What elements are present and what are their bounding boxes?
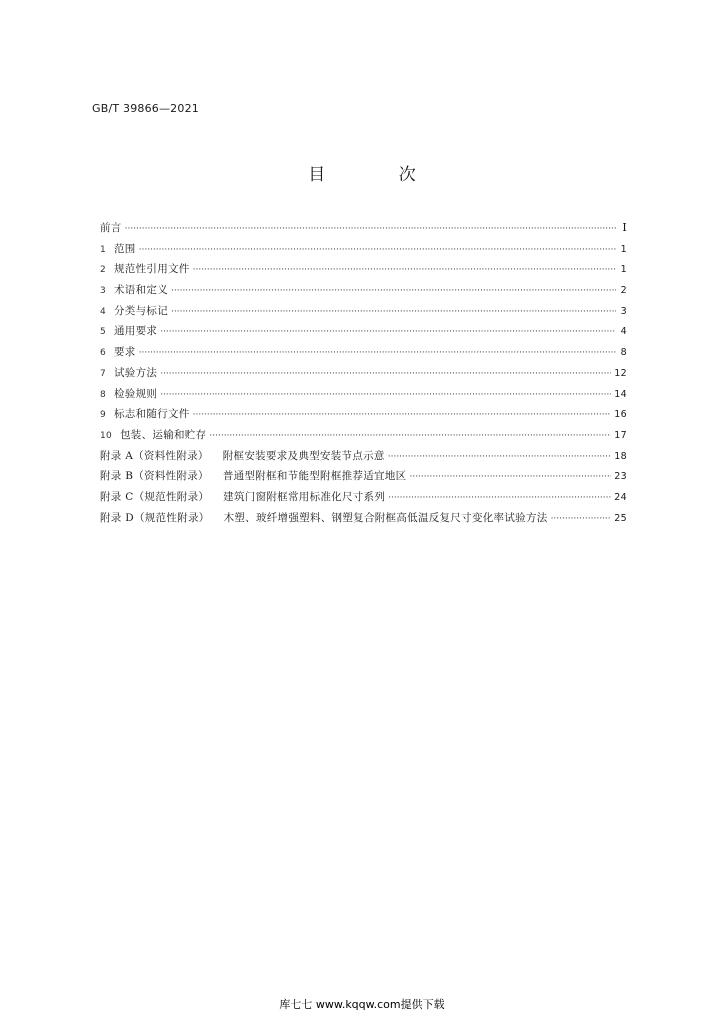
toc-dot-leader: [139, 240, 616, 261]
toc-entry-label: 标志和随行文件: [114, 408, 190, 421]
toc-entry-label: 附录 A（资料性附录）: [100, 449, 209, 462]
toc-entry-number: 1: [100, 244, 107, 255]
toc-entry-label: 术语和定义: [114, 284, 168, 297]
toc-entry-page: 16: [614, 409, 627, 421]
standard-number: GB/T 39866—2021: [92, 102, 199, 115]
toc-entry[interactable]: [100, 218, 627, 239]
toc-dot-leader: [388, 447, 612, 468]
toc-entry-number: 4: [100, 306, 107, 317]
toc-dot-leader: [160, 364, 611, 385]
toc-dot-leader: [171, 302, 616, 323]
toc-entry-subtitle: 附框安装要求及典型安装节点示意: [222, 449, 385, 462]
toc-entry[interactable]: [100, 404, 627, 425]
toc-dot-leader: [193, 405, 612, 426]
toc-entry-label: 规范性引用文件: [114, 263, 190, 276]
toc-entry-page: 2: [620, 285, 627, 297]
toc-entry-label: 附录 D（规范性附录）: [100, 511, 210, 524]
toc-entry-page: 12: [614, 367, 627, 379]
table-of-contents: [100, 218, 627, 528]
toc-entry[interactable]: [100, 239, 627, 260]
toc-entry[interactable]: [100, 466, 627, 487]
toc-dot-leader: [409, 467, 611, 488]
toc-entry-number: 6: [100, 348, 107, 359]
toc-entry-number: 9: [100, 410, 107, 421]
toc-entry-label: 分类与标记: [114, 304, 168, 317]
toc-entry[interactable]: [100, 259, 627, 280]
toc-entry-page: 3: [620, 305, 627, 317]
toc-entry-page: 17: [614, 429, 627, 441]
toc-entry-number: 10: [100, 430, 113, 441]
toc-entry[interactable]: [100, 280, 627, 301]
toc-entry-label: 试验方法: [114, 366, 158, 379]
toc-entry[interactable]: [100, 342, 627, 363]
toc-dot-leader: [209, 426, 611, 447]
toc-entry-page: 23: [614, 471, 627, 483]
toc-entry-number: 5: [100, 327, 107, 338]
toc-entry[interactable]: [100, 425, 627, 446]
toc-entry[interactable]: [100, 363, 627, 384]
toc-dot-leader: [171, 281, 616, 302]
toc-entry[interactable]: [100, 321, 627, 342]
toc-entry[interactable]: [100, 301, 627, 322]
toc-dot-leader: [125, 219, 616, 240]
toc-entry[interactable]: [100, 384, 627, 405]
toc-entry-label: 包装、运输和贮存: [120, 428, 207, 441]
toc-entry-page: 14: [614, 388, 627, 400]
toc-entry-label: 附录 C（规范性附录）: [100, 490, 210, 503]
toc-entry-subtitle: 普通型附框和节能型附框推荐适宜地区: [222, 470, 407, 483]
toc-dot-leader: [160, 385, 611, 406]
toc-dot-leader: [160, 322, 616, 343]
toc-entry[interactable]: [100, 508, 627, 529]
toc-dot-leader: [388, 488, 611, 509]
toc-entry-subtitle: 木塑、玻纤增强塑料、钢塑复合附框高低温反复尺寸变化率试验方法: [223, 511, 548, 524]
toc-entry-label: 前言: [100, 222, 122, 234]
toc-entry[interactable]: [100, 487, 627, 508]
toc-entry-label: 附录 B（资料性附录）: [100, 470, 209, 483]
toc-entry-label: 要求: [114, 346, 136, 359]
toc-entry-number: 2: [100, 265, 107, 276]
toc-entry-number: 3: [100, 286, 107, 297]
toc-entry-page: 4: [620, 326, 627, 338]
toc-dot-leader: [139, 343, 616, 364]
toc-entry-page: 24: [614, 491, 627, 503]
toc-entry-page: Ⅰ: [622, 221, 627, 234]
toc-entry-page: 1: [620, 243, 627, 255]
toc-entry-subtitle: 建筑门窗附框常用标准化尺寸系列: [223, 490, 386, 503]
toc-entry-page: 1: [620, 264, 627, 276]
toc-entry-label: 通用要求: [114, 325, 158, 338]
toc-entry[interactable]: [100, 446, 627, 467]
toc-entry-label: 范围: [114, 242, 136, 255]
toc-entry-page: 8: [620, 347, 627, 359]
toc-dot-leader: [193, 260, 616, 281]
toc-entry-number: 8: [100, 389, 107, 400]
toc-entry-label: 检验规则: [114, 387, 158, 400]
toc-title: 目 次: [308, 165, 450, 185]
toc-entry-page: 18: [614, 450, 627, 462]
toc-entry-page: 25: [614, 512, 627, 524]
toc-entry-number: 7: [100, 368, 107, 379]
footer-download-note: 库七七 www.kqqw.com提供下载: [279, 998, 445, 1011]
toc-dot-leader: [551, 509, 612, 530]
